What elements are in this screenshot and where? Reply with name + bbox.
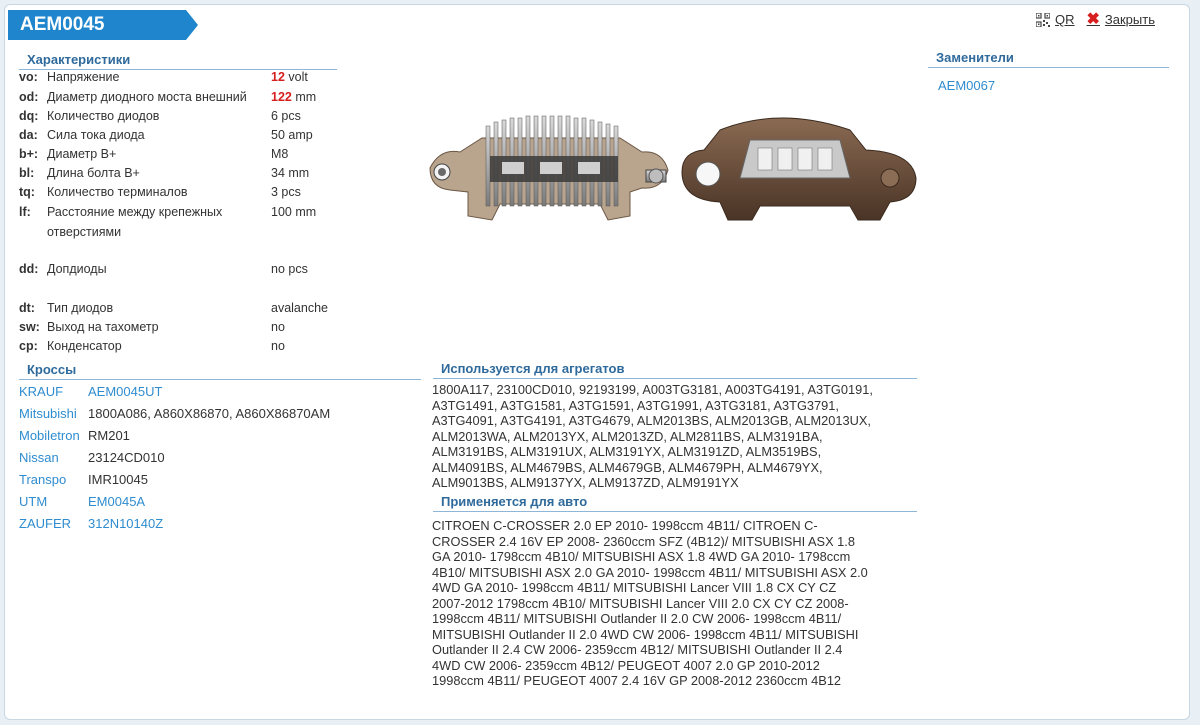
applied-to-line: CITROEN C-CROSSER 2.0 EP 2010- 1998ccm 4B11/ CITROEN C-	[432, 518, 818, 533]
used-in-line: ALM2013WA, ALM2013YX, ALM2013ZD, ALM2811BS, ALM3191BA,	[432, 428, 823, 444]
spec-key: cp:	[19, 339, 38, 353]
spec-label: Тип диодов	[47, 301, 114, 315]
product-photo	[420, 108, 925, 228]
cross-code: IMR10045	[88, 472, 148, 487]
cross-code-link[interactable]: 312N10140Z	[88, 516, 164, 531]
used-in-text	[432, 382, 873, 491]
cross-brand-link[interactable]: Transpo	[19, 472, 67, 487]
used-in-line: ALM9013BS, ALM9137YX, ALM9137ZD, ALM9191YX	[432, 475, 739, 490]
spec-value	[271, 90, 316, 104]
applied-to-line: Outlander II 2.4 CW 2006- 2359ccm 4B12/ MITSUBISHI Outlander II 2.4	[432, 642, 843, 657]
spec-value-unit: volt	[288, 70, 308, 84]
spec-value	[271, 70, 308, 84]
applied-to-text	[432, 518, 868, 689]
spec-key: dd:	[19, 262, 39, 276]
spec-value-number: 12	[271, 70, 285, 84]
applied-to-line: 1998ccm 4B11/ MITSUBISHI Outlander II 2.0 CW 2006- 1998ccm 4B11/	[432, 611, 842, 626]
spec-value: 50 amp	[271, 128, 313, 142]
replacement-link[interactable]: AEM0067	[938, 78, 996, 93]
spec-value: 3 pcs	[271, 185, 301, 199]
spec-key: vo:	[19, 70, 38, 84]
spec-value: 6 pcs	[271, 109, 301, 123]
spec-value-number: 122	[271, 90, 292, 104]
spec-value: no	[271, 339, 285, 353]
cross-brand-link[interactable]: Mobiletron	[19, 428, 80, 443]
spec-key: od:	[19, 90, 39, 104]
product-title: AEM0045	[20, 14, 105, 35]
spec-value: 100 mm	[271, 205, 317, 219]
cross-brand-link[interactable]: Mitsubishi	[19, 406, 77, 421]
spec-label: Сила тока диода	[47, 128, 145, 142]
cross-code-link[interactable]: EM0045A	[88, 494, 146, 509]
spec-value-unit: mm	[295, 90, 317, 104]
spec-value: no pcs	[271, 262, 308, 276]
qr-label: QR	[1055, 12, 1075, 27]
specs-title: Характеристики	[19, 52, 337, 70]
used-in-line: ALM3191BS, ALM3191UX, ALM3191YX, ALM3191ZD, ALM3519BS,	[432, 444, 822, 459]
rectifier-back-image	[682, 118, 916, 220]
spec-label: Выход на тахометр	[47, 320, 159, 334]
product-title-tab	[8, 10, 186, 40]
spec-label: Количество терминалов	[47, 185, 188, 199]
qr-link[interactable]	[1036, 12, 1075, 27]
cross-brand-link[interactable]: UTM	[19, 494, 48, 509]
used-in-line: 1800A117, 23100CD010, 92193199, A003TG3181, A003TG4191, A3TG0191,	[432, 382, 873, 397]
crosses-title: Кроссы	[19, 362, 421, 380]
spec-label: Диаметр диодного моста внешний	[47, 90, 247, 104]
spec-label: Напряжение	[47, 70, 120, 84]
spec-key: bl:	[19, 166, 35, 180]
cross-brand-link[interactable]: Nissan	[19, 450, 59, 465]
replacements-title: Заменители	[928, 50, 1169, 68]
spec-label: Количество диодов	[47, 109, 160, 123]
spec-value: avalanche	[271, 301, 328, 315]
used-in-line: ALM4091BS, ALM4679BS, ALM4679GB, ALM4679PH, ALM4679YX,	[432, 459, 823, 475]
top-links	[1036, 12, 1155, 27]
spec-key: b+:	[19, 147, 39, 161]
qr-icon	[1036, 13, 1050, 27]
applied-to-line: 4WD GA 2010- 1998ccm 4B11/ MITSUBISHI Lancer VIII 1.8 CX CY CZ	[432, 580, 837, 595]
applied-to-title: Применяется для авто	[433, 494, 917, 512]
cross-code: 1800A086, A860X86870, A860X86870AM	[88, 406, 331, 421]
rectifier-front-image	[430, 116, 668, 220]
spec-label: Диаметр B+	[47, 147, 117, 161]
applied-to-line: 2007-2012 1798ccm 4B10/ MITSUBISHI Lancer VIII 2.0 CX CY CZ 2008-	[432, 595, 849, 611]
close-icon: ✖	[1086, 10, 1100, 28]
used-in-line: A3TG1491, A3TG1581, A3TG1591, A3TG1991, A3TG3181, A3TG3791,	[432, 397, 839, 413]
cross-code: RM201	[88, 428, 130, 443]
cross-code: 23124CD010	[88, 450, 165, 465]
applied-to-line: 4WD CW 2006- 2359ccm 4B12/ PEUGEOT 4007 2.0 GP 2010-2012	[432, 657, 820, 673]
cross-brand-link[interactable]: ZAUFER	[19, 516, 71, 531]
spec-label: Длина болта B+	[47, 166, 140, 180]
spec-label: Расстояние между крепежных отверстиями	[47, 205, 223, 239]
spec-key: dq:	[19, 109, 39, 123]
close-label: Закрыть	[1104, 12, 1155, 27]
close-link[interactable]	[1087, 12, 1155, 27]
applied-to-line: GA 2010- 1798ccm 4B10/ MITSUBISHI ASX 1.8 4WD GA 2010- 1798ccm	[432, 549, 851, 564]
used-in-title: Используется для агрегатов	[433, 361, 917, 379]
applied-to-line: 1998ccm 4B11/ PEUGEOT 4007 2.4 16V GP 2008-2012 2360ccm 4B12	[432, 673, 842, 688]
spec-key: dt:	[19, 301, 35, 315]
spec-value: M8	[271, 147, 289, 161]
applied-to-line: 4B10/ MITSUBISHI ASX 2.0 GA 2010- 1998ccm 4B11/ MITSUBISHI ASX 2.0	[432, 564, 868, 580]
spec-label: Допдиоды	[47, 262, 107, 276]
spec-value: no	[271, 320, 285, 334]
spec-label: Конденсатор	[47, 339, 122, 353]
applied-to-line: CROSSER 2.4 16V EP 2008- 2360ccm SFZ (4B12)/ MITSUBISHI ASX 1.8	[432, 533, 855, 549]
applied-to-line: MITSUBISHI Outlander II 2.0 4WD CW 2006- 1998ccm 4B11/ MITSUBISHI	[432, 626, 859, 642]
spec-key: da:	[19, 128, 38, 142]
spec-key: tq:	[19, 185, 35, 199]
spec-key: sw:	[19, 320, 40, 334]
cross-code-link[interactable]: AEM0045UT	[88, 384, 163, 399]
spec-value: 34 mm	[271, 166, 310, 180]
cross-brand-link[interactable]: KRAUF	[19, 384, 64, 399]
spec-key: lf:	[19, 205, 31, 219]
used-in-line: A3TG4091, A3TG4191, A3TG4679, ALM2013BS, ALM2013GB, ALM2013UX,	[432, 413, 871, 428]
